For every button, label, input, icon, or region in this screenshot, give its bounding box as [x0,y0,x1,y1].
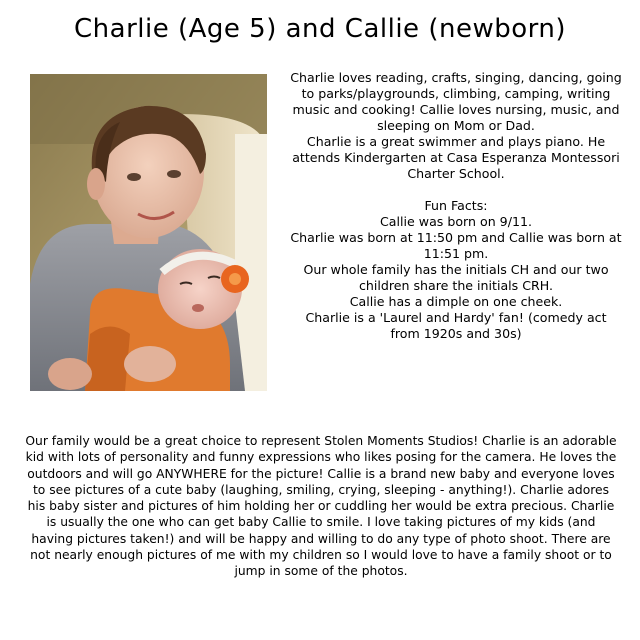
spacer [290,182,622,198]
bio-paragraph: Charlie loves reading, crafts, singing, dancing, going to parks/playgrounds, climbing, camping, writing music and cooking! Callie loves nursing, music, and sleeping on Mom or Dad. [290,70,622,133]
fun-fact-item: Callie has a dimple on one cheek. [349,294,563,309]
fun-fact-item: Charlie was born at 11:50 pm and Callie was born at 11:51 pm. [290,230,622,261]
family-photo [30,74,267,391]
fun-facts-heading: Fun Facts: [424,198,488,213]
page-title: Charlie (Age 5) and Callie (newborn) [74,14,566,44]
fun-fact-item: Our whole family has the initials CH and our two children share the initials CRH. [303,262,609,293]
bio-text-block [290,70,622,342]
fun-fact-item: Charlie is a 'Laurel and Hardy' fan! (comedy act from 1920s and 30s) [305,310,607,341]
bio-paragraph: Charlie is a great swimmer and plays piano. He attends Kindergarten at Casa Esperanza Montessori Charter School. [292,134,620,181]
story-paragraph: Our family would be a great choice to represent Stolen Moments Studios! Charlie is an adorable kid with lots of personality and funny expressions who likes posing for the camera. He loves the outdoors and will go ANYWHERE for the picture! Callie is a brand new baby and everyone loves to see pictures of a cute baby (laughing, smiling, crying, sleeping - anything!). Charlie adores his baby sister and pictures of him holding her or cuddling her would be extra precious. Charlie is usually the one who can get baby Callie to smile. I love taking pictures of my kids (and having pictures taken!) and will be happy and willing to do any type of photo shoot. There are not nearly enough pictures of me with my children so I would love to have a family shoot or to jump in some of the photos. [25,434,617,579]
fun-fact-item: Callie was born on 9/11. [380,214,532,229]
